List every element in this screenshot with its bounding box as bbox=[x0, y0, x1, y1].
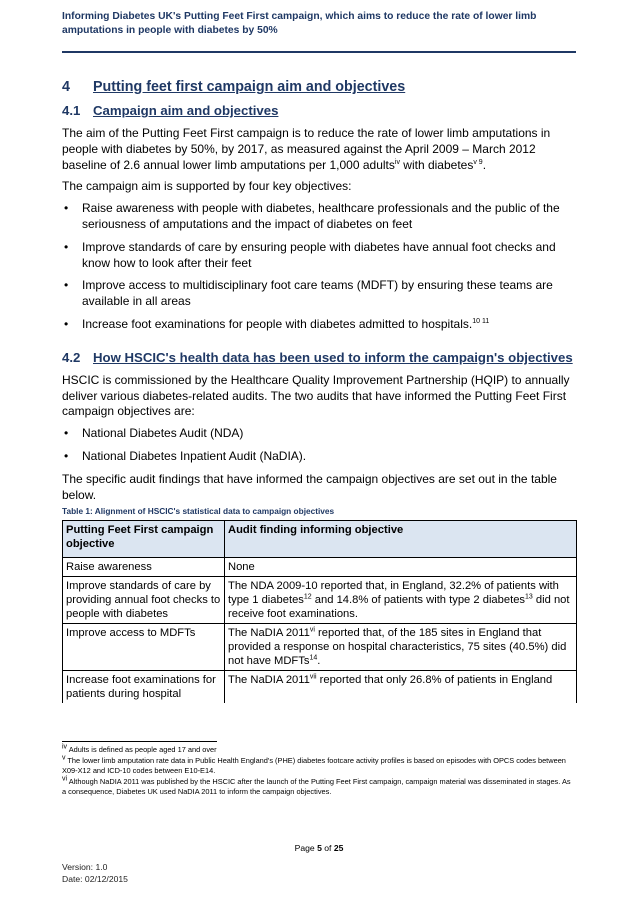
objective-cell: Improve standards of care by providing annual foot checks to people with diabetes bbox=[63, 577, 225, 624]
list-item: • Raise awareness with people with diabetes, healthcare professionals and the public of the seriousness of amputations and the impact of diabetes on feet bbox=[64, 201, 560, 231]
table-intro: The specific audit findings that have informed the campaign objectives are set out in the table below. bbox=[62, 471, 557, 502]
footnote-iv: $^{iv}$ Adults is defined as people aged 17 and over bbox=[62, 743, 217, 754]
list-item: • National Diabetes Audit (NDA) bbox=[64, 426, 244, 441]
finding-cell: The NDA 2009-10 reported that, in England, 32.2% of patients with type 1 diabetes$^{12}$ and 14.8% of patients with type 2 diabetes$^{13}$ did not receive foot examinations. bbox=[225, 577, 577, 624]
bullet-icon: • bbox=[64, 316, 69, 331]
version-label: Version: 1.0 bbox=[62, 862, 108, 872]
footnote-v: $^v$ The lower limb amputation rate data in Public Health England's (PHE) diabetes footcare activity profiles is based on episodes with OPCS codes between X09-X12 and ICD-10 codes between E10-E14. bbox=[62, 754, 566, 776]
section-4-1-title: Campaign aim and objectives bbox=[93, 103, 279, 118]
bullet-icon: • bbox=[64, 201, 69, 216]
list-item: • Increase foot examinations for people with diabetes admitted to hospitals.$^{10 11}$ bbox=[64, 316, 490, 331]
running-header: Informing Diabetes UK's Putting Feet First campaign, which aims to reduce the rate of lower limb amputations in people with diabetes by 50% bbox=[62, 11, 537, 36]
date-label: Date: 02/12/2015 bbox=[62, 873, 128, 884]
footnotes bbox=[62, 745, 576, 798]
table-caption: Table 1: Alignment of HSCIC's statistical data to campaign objectives bbox=[62, 506, 335, 517]
hscic-paragraph: HSCIC is commissioned by the Healthcare Quality Improvement Partnership (HQIP) to annually deliver various diabetes-related audits. The two audits that have informed the Putting Feet First campaign objectives are: bbox=[62, 372, 570, 419]
footnote-ref-iv: iv bbox=[394, 158, 400, 166]
section-4-heading bbox=[62, 78, 576, 96]
objective-cell: Increase foot examinations for patients during hospital bbox=[63, 671, 225, 704]
section-4-1-heading bbox=[62, 102, 576, 119]
section-4-1-number: 4.1 bbox=[62, 103, 81, 118]
list-item: • Improve standards of care by ensuring people with diabetes have annual foot checks and know how to look after their feet bbox=[64, 239, 556, 270]
objective-cell: Improve access to MDFTs bbox=[63, 624, 225, 671]
campaign-aim-paragraph: The aim of the Putting Feet First campaign is to reduce the rate of lower limb amputations in people with diabetes by 50%, by 2017, as measured against the April 2009 – March 2012 baseline of 2.6 annual lower limb amputations per 1,000 adults$^{iv}$ with diabetes$^{v 9}$. bbox=[62, 126, 551, 172]
footnote-rule bbox=[62, 741, 217, 742]
table-row bbox=[63, 624, 577, 671]
audits-list bbox=[62, 426, 576, 465]
section-4-2-number: 4.2 bbox=[62, 349, 81, 365]
table-row bbox=[63, 671, 577, 704]
finding-cell: The NaDIA 2011$^{vi}$ reported that, of the 185 sites in England that provided a response on hospital characteristics, 75 sites (40.5%) did not have MDFTs$^{14}$. bbox=[225, 624, 577, 671]
section-4-2-title: How HSCIC's health data has been used to inform the campaign's objectives bbox=[93, 349, 573, 365]
section-4-number: 4 bbox=[62, 79, 70, 95]
finding-cell: None bbox=[225, 558, 577, 577]
col-finding-header: Audit finding informing objective bbox=[225, 521, 577, 558]
bullet-icon: • bbox=[64, 448, 69, 463]
footnote-ref-v-9: v 9 bbox=[473, 158, 483, 166]
page-number: Page 5 of 25 bbox=[294, 843, 344, 853]
objective-cell: Raise awareness bbox=[63, 558, 225, 577]
bullet-icon: • bbox=[64, 239, 69, 254]
col-objective-header: Putting Feet First campaign objective bbox=[63, 521, 225, 558]
section-4-2-heading bbox=[62, 349, 576, 366]
finding-cell: The NaDIA 2011$^{vii}$ reported that only 26.8% of patients in England bbox=[225, 671, 577, 704]
section-4-title: Putting feet first campaign aim and objectives bbox=[93, 79, 406, 95]
version-info bbox=[62, 862, 128, 885]
bullet-icon: • bbox=[64, 278, 69, 293]
alignment-table bbox=[62, 520, 577, 703]
list-item: • National Diabetes Inpatient Audit (NaDIA). bbox=[64, 448, 307, 463]
objectives-list bbox=[62, 201, 576, 333]
table-row bbox=[63, 558, 577, 577]
bullet-icon: • bbox=[64, 426, 69, 441]
list-item: • Improve access to multidisciplinary foot care teams (MDFT) by ensuring these teams are available in all areas bbox=[64, 278, 553, 309]
header-rule bbox=[62, 51, 576, 53]
main-content bbox=[62, 78, 576, 703]
table-header-row bbox=[63, 521, 577, 558]
footnote-ref-10-11: 10 11 bbox=[472, 317, 490, 325]
footnote-vi: $^{vi}$ Although NaDIA 2011 was published by the HSCIC after the launch of the Putting Feet First campaign, campaign material was disseminated in stages. As a consequence, Diabetes UK used NaDIA 2011 to inform the campaign objectives. bbox=[62, 775, 571, 797]
objectives-intro: The campaign aim is supported by four key objectives: bbox=[62, 179, 352, 194]
table-row bbox=[63, 577, 577, 624]
